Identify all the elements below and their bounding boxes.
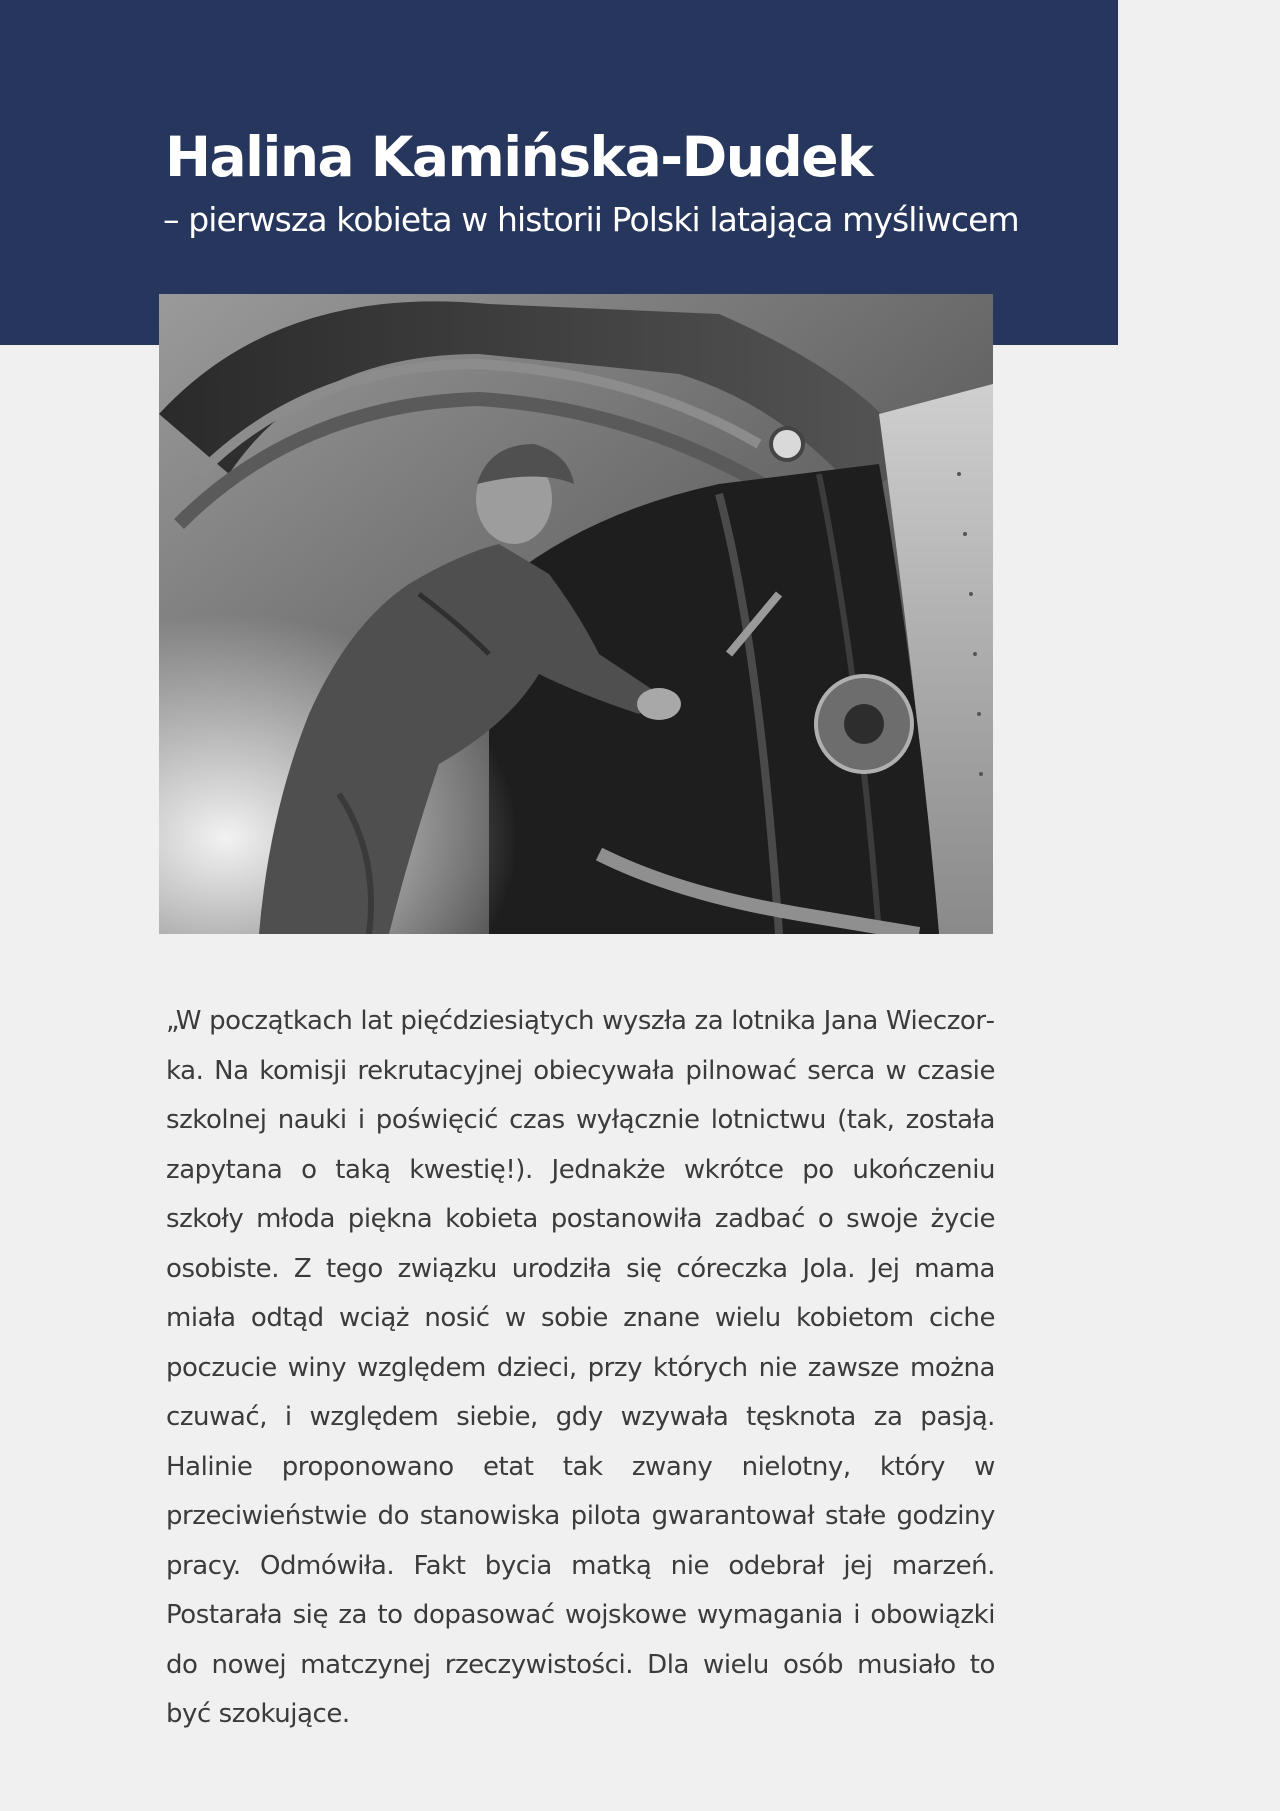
page-subtitle: – pierwsza kobieta w historii Polski latająca myśliwcem xyxy=(163,200,1019,239)
photo-illustration xyxy=(159,294,993,934)
historical-photo xyxy=(159,294,993,934)
page-title: Halina Kamińska-Dudek xyxy=(165,125,873,189)
body-paragraph: „W początkach lat pięćdziesiątych wyszła za lotnika Jana Wieczorka. Na komisji rekrutacyjnej obiecywała pilnować serca w czasie szkolnej nauki i poświęcić czas wyłącznie lotnictwu (tak, została zapytana o taką kwestię!). Jednakże wkrótce po ukończeniu szkoły młoda piękna kobieta postanowiła zadbać o swoje życie osobiste. Z tego związku urodziła się córeczka Jola. Jej mama miała odtąd wciąż nosić w sobie znane wielu kobietom ciche poczucie winy względem dzieci, przy których nie zawsze można czuwać, i względem siebie, gdy wzywała tęsknota za pasją. Halinie proponowano etat tak zwany nielotny, który w przeciwieństwie do stanowiska pilota gwarantował stałe godziny pracy. Odmówiła. Fakt bycia matką nie odebrał jej marzeń. Postarała się za to dopasować wojskowe wymagania i obowiązki do nowej matczynej rzeczywistości. Dla wielu osób musiało to być szokujące. xyxy=(166,1006,995,1729)
